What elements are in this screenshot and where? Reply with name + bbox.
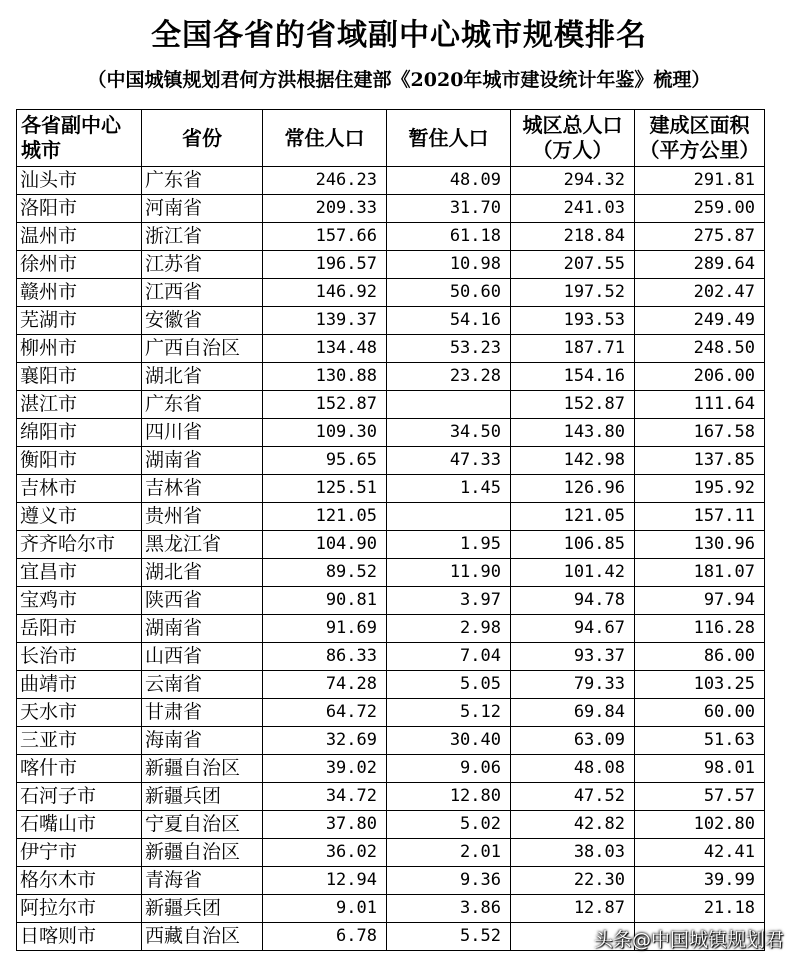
cell-city: 长治市 [17, 643, 142, 671]
cell-temporary-population: 9.06 [387, 755, 511, 783]
cell-urban-population: 154.16 [511, 363, 635, 391]
cell-city: 柳州市 [17, 335, 142, 363]
cell-temporary-population: 5.52 [387, 923, 511, 951]
cell-province: 新疆自治区 [142, 755, 263, 783]
cell-built-area: 116.28 [635, 615, 765, 643]
cell-resident-population: 121.05 [263, 503, 387, 531]
cell-resident-population: 109.30 [263, 419, 387, 447]
cell-temporary-population: 30.40 [387, 727, 511, 755]
cell-city: 湛江市 [17, 391, 142, 419]
cell-built-area: 195.92 [635, 475, 765, 503]
table-row [17, 475, 765, 503]
cell-temporary-population: 5.02 [387, 811, 511, 839]
cell-temporary-population: 34.50 [387, 419, 511, 447]
cell-province: 海南省 [142, 727, 263, 755]
table-row [17, 251, 765, 279]
cell-resident-population: 74.28 [263, 671, 387, 699]
cell-built-area: 60.00 [635, 699, 765, 727]
watermark: 头条@中国城镇规划君 [593, 929, 784, 951]
cell-province: 新疆兵团 [142, 895, 263, 923]
cell-built-area: 181.07 [635, 559, 765, 587]
header-built-area [635, 110, 765, 167]
cell-temporary-population: 12.80 [387, 783, 511, 811]
cell-province: 四川省 [142, 419, 263, 447]
cell-resident-population: 196.57 [263, 251, 387, 279]
cell-urban-population: 143.80 [511, 419, 635, 447]
cell-temporary-population: 11.90 [387, 559, 511, 587]
cell-resident-population: 36.02 [263, 839, 387, 867]
cell-temporary-population: 23.28 [387, 363, 511, 391]
cell-temporary-population: 10.98 [387, 251, 511, 279]
cell-built-area: 98.01 [635, 755, 765, 783]
cell-urban-population: 94.78 [511, 587, 635, 615]
table-row [17, 195, 765, 223]
cell-resident-population: 134.48 [263, 335, 387, 363]
cell-province: 安徽省 [142, 307, 263, 335]
cell-city: 遵义市 [17, 503, 142, 531]
table-row [17, 867, 765, 895]
table-row [17, 643, 765, 671]
table-row [17, 811, 765, 839]
cell-province: 云南省 [142, 671, 263, 699]
cell-built-area: 42.41 [635, 839, 765, 867]
cell-urban-population: 101.42 [511, 559, 635, 587]
cell-urban-population: 121.05 [511, 503, 635, 531]
cell-temporary-population: 9.36 [387, 867, 511, 895]
cell-temporary-population: 7.04 [387, 643, 511, 671]
table-row [17, 671, 765, 699]
cell-urban-population: 197.52 [511, 279, 635, 307]
cell-resident-population: 39.02 [263, 755, 387, 783]
cell-province: 广东省 [142, 167, 263, 195]
cell-urban-population: 218.84 [511, 223, 635, 251]
cell-city: 洛阳市 [17, 195, 142, 223]
cell-resident-population: 125.51 [263, 475, 387, 503]
cell-province: 山西省 [142, 643, 263, 671]
table-row [17, 839, 765, 867]
cell-urban-population: 187.71 [511, 335, 635, 363]
cell-built-area: 291.81 [635, 167, 765, 195]
cell-city: 阿拉尔市 [17, 895, 142, 923]
cell-resident-population: 246.23 [263, 167, 387, 195]
cell-built-area: 167.58 [635, 419, 765, 447]
cell-built-area: 249.49 [635, 307, 765, 335]
page-title: 全国各省的省域副中心城市规模排名 [151, 18, 647, 53]
cell-urban-population: 22.30 [511, 867, 635, 895]
cell-resident-population: 37.80 [263, 811, 387, 839]
table-row [17, 587, 765, 615]
table-row [17, 279, 765, 307]
city-ranking-table [16, 109, 765, 951]
cell-province: 黑龙江省 [142, 531, 263, 559]
cell-temporary-population: 1.95 [387, 531, 511, 559]
cell-temporary-population: 50.60 [387, 279, 511, 307]
cell-city: 格尔木市 [17, 867, 142, 895]
cell-built-area: 39.99 [635, 867, 765, 895]
cell-urban-population: 152.87 [511, 391, 635, 419]
cell-urban-population: 93.37 [511, 643, 635, 671]
table-header [17, 110, 765, 167]
cell-built-area: 111.64 [635, 391, 765, 419]
cell-city: 三亚市 [17, 727, 142, 755]
cell-temporary-population: 5.05 [387, 671, 511, 699]
header-temporary-population [387, 110, 511, 167]
cell-resident-population: 86.33 [263, 643, 387, 671]
cell-resident-population: 146.92 [263, 279, 387, 307]
header-label: （万人） [532, 138, 613, 162]
cell-built-area: 57.57 [635, 783, 765, 811]
cell-resident-population: 139.37 [263, 307, 387, 335]
cell-resident-population: 89.52 [263, 559, 387, 587]
cell-built-area: 157.11 [635, 503, 765, 531]
header-resident-population [263, 110, 387, 167]
header-province [142, 110, 263, 167]
cell-province: 吉林省 [142, 475, 263, 503]
cell-temporary-population: 61.18 [387, 223, 511, 251]
cell-built-area: 206.00 [635, 363, 765, 391]
cell-urban-population: 79.33 [511, 671, 635, 699]
cell-province: 湖南省 [142, 615, 263, 643]
cell-urban-population: 12.87 [511, 895, 635, 923]
cell-resident-population: 6.78 [263, 923, 387, 951]
cell-province: 陕西省 [142, 587, 263, 615]
cell-city: 赣州市 [17, 279, 142, 307]
table-row [17, 783, 765, 811]
table-row [17, 503, 765, 531]
cell-temporary-population: 2.98 [387, 615, 511, 643]
cell-built-area: 275.87 [635, 223, 765, 251]
cell-temporary-population [387, 391, 511, 419]
cell-temporary-population: 53.23 [387, 335, 511, 363]
cell-resident-population: 130.88 [263, 363, 387, 391]
cell-city: 齐齐哈尔市 [17, 531, 142, 559]
cell-urban-population: 42.82 [511, 811, 635, 839]
cell-temporary-population: 2.01 [387, 839, 511, 867]
header-label: 省份 [182, 125, 222, 150]
cell-urban-population: 106.85 [511, 531, 635, 559]
cell-city: 徐州市 [17, 251, 142, 279]
cell-built-area: 21.18 [635, 895, 765, 923]
cell-resident-population: 104.90 [263, 531, 387, 559]
table-row [17, 335, 765, 363]
cell-province: 江苏省 [142, 251, 263, 279]
cell-temporary-population: 3.86 [387, 895, 511, 923]
cell-urban-population: 294.32 [511, 167, 635, 195]
cell-province: 广东省 [142, 391, 263, 419]
table-row [17, 559, 765, 587]
table-row [17, 391, 765, 419]
cell-province: 西藏自治区 [142, 923, 263, 951]
cell-built-area: 259.00 [635, 195, 765, 223]
cell-province: 广西自治区 [142, 335, 263, 363]
cell-resident-population: 90.81 [263, 587, 387, 615]
cell-urban-population: 48.08 [511, 755, 635, 783]
cell-city: 天水市 [17, 699, 142, 727]
cell-province: 江西省 [142, 279, 263, 307]
cell-resident-population: 32.69 [263, 727, 387, 755]
cell-built-area: 248.50 [635, 335, 765, 363]
table-row [17, 419, 765, 447]
header-label: 常住人口 [284, 125, 365, 150]
table-row [17, 447, 765, 475]
cell-temporary-population: 31.70 [387, 195, 511, 223]
cell-urban-population: 69.84 [511, 699, 635, 727]
cell-urban-population: 126.96 [511, 475, 635, 503]
cell-resident-population: 91.69 [263, 615, 387, 643]
cell-temporary-population: 1.45 [387, 475, 511, 503]
cell-resident-population: 209.33 [263, 195, 387, 223]
cell-city: 宜昌市 [17, 559, 142, 587]
table-row [17, 615, 765, 643]
table-row [17, 363, 765, 391]
table-row [17, 755, 765, 783]
cell-province: 浙江省 [142, 223, 263, 251]
cell-resident-population: 12.94 [263, 867, 387, 895]
cell-city: 衡阳市 [17, 447, 142, 475]
cell-city: 宝鸡市 [17, 587, 142, 615]
cell-province: 新疆兵团 [142, 783, 263, 811]
page-subtitle: （中国城镇规划君何方洪根据住建部《2020年城市建设统计年鉴》梳理） [87, 69, 711, 91]
cell-urban-population: 193.53 [511, 307, 635, 335]
table-row [17, 167, 765, 195]
header-label: （平方公里） [639, 138, 760, 162]
cell-resident-population: 157.66 [263, 223, 387, 251]
cell-city: 吉林市 [17, 475, 142, 503]
cell-temporary-population: 54.16 [387, 307, 511, 335]
cell-temporary-population: 47.33 [387, 447, 511, 475]
cell-province: 甘肃省 [142, 699, 263, 727]
table-row [17, 699, 765, 727]
cell-temporary-population [387, 503, 511, 531]
cell-temporary-population: 3.97 [387, 587, 511, 615]
cell-province: 湖北省 [142, 559, 263, 587]
cell-built-area: 130.96 [635, 531, 765, 559]
cell-resident-population: 152.87 [263, 391, 387, 419]
table-row [17, 895, 765, 923]
cell-city: 日喀则市 [17, 923, 142, 951]
table-row [17, 727, 765, 755]
cell-built-area: 103.25 [635, 671, 765, 699]
cell-province: 湖南省 [142, 447, 263, 475]
cell-built-area: 86.00 [635, 643, 765, 671]
cell-city: 曲靖市 [17, 671, 142, 699]
cell-province: 河南省 [142, 195, 263, 223]
cell-city: 岳阳市 [17, 615, 142, 643]
header-label: 建成区面积 [649, 113, 750, 137]
header-label: 各省副中心 [21, 113, 121, 137]
header-label: 城区总人口 [522, 113, 623, 137]
table-row [17, 531, 765, 559]
cell-resident-population: 9.01 [263, 895, 387, 923]
cell-temporary-population: 5.12 [387, 699, 511, 727]
cell-city: 伊宁市 [17, 839, 142, 867]
cell-province: 新疆自治区 [142, 839, 263, 867]
cell-city: 石河子市 [17, 783, 142, 811]
table-row [17, 307, 765, 335]
cell-urban-population: 63.09 [511, 727, 635, 755]
cell-city: 芜湖市 [17, 307, 142, 335]
cell-urban-population: 142.98 [511, 447, 635, 475]
cell-urban-population: 38.03 [511, 839, 635, 867]
cell-city: 绵阳市 [17, 419, 142, 447]
header-city [17, 110, 142, 167]
cell-province: 贵州省 [142, 503, 263, 531]
cell-temporary-population: 48.09 [387, 167, 511, 195]
cell-urban-population: 47.52 [511, 783, 635, 811]
cell-city: 襄阳市 [17, 363, 142, 391]
cell-resident-population: 95.65 [263, 447, 387, 475]
header-label: 城市 [21, 138, 61, 162]
header-urban-population [511, 110, 635, 167]
cell-built-area: 137.85 [635, 447, 765, 475]
cell-built-area: 97.94 [635, 587, 765, 615]
cell-urban-population: 207.55 [511, 251, 635, 279]
cell-province: 青海省 [142, 867, 263, 895]
header-row [17, 110, 765, 167]
table-body [17, 167, 765, 951]
cell-city: 石嘴山市 [17, 811, 142, 839]
cell-city: 喀什市 [17, 755, 142, 783]
table-row [17, 223, 765, 251]
cell-built-area: 102.80 [635, 811, 765, 839]
cell-resident-population: 64.72 [263, 699, 387, 727]
cell-province: 湖北省 [142, 363, 263, 391]
cell-urban-population: 94.67 [511, 615, 635, 643]
cell-built-area: 51.63 [635, 727, 765, 755]
cell-province: 宁夏自治区 [142, 811, 263, 839]
cell-built-area: 289.64 [635, 251, 765, 279]
cell-built-area: 202.47 [635, 279, 765, 307]
cell-resident-population: 34.72 [263, 783, 387, 811]
cell-city: 汕头市 [17, 167, 142, 195]
cell-urban-population: 241.03 [511, 195, 635, 223]
cell-city: 温州市 [17, 223, 142, 251]
header-label: 暂住人口 [408, 125, 489, 150]
